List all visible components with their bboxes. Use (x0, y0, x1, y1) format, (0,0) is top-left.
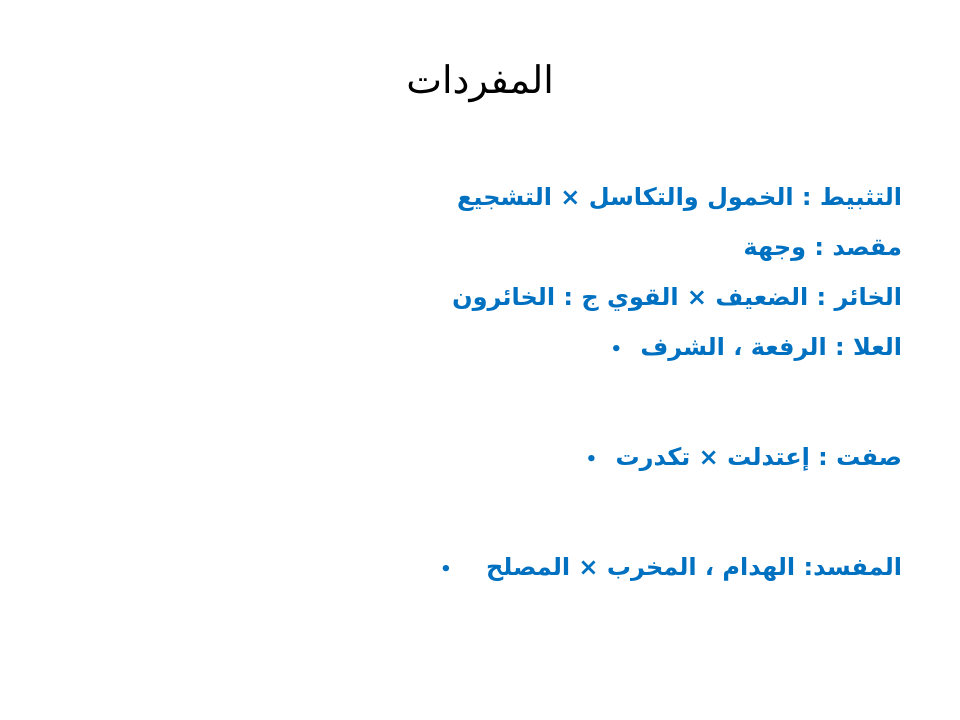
vocab-line (202, 542, 902, 592)
bullet-icon: • (440, 559, 452, 580)
vocab-text: صفت : إعتدلت × تكدرت (615, 443, 902, 471)
vocab-text: الخائر : الضعيف × القوي ج : الخائرون (452, 283, 902, 311)
vocabulary-list (202, 172, 902, 592)
vocab-line (202, 272, 902, 322)
slide-title: المفردات (406, 58, 554, 102)
vocab-line (202, 322, 902, 372)
vocab-text: العلا : الرفعة ، الشرف (640, 333, 902, 361)
vocab-text: المفسد: الهدام ، المخرب × المصلح (486, 553, 902, 581)
vocab-line (202, 432, 902, 482)
vocab-line (202, 222, 902, 272)
bullet-icon: • (585, 449, 598, 470)
bullet-icon: • (610, 339, 623, 360)
vocab-line (202, 172, 902, 222)
vocab-text: مقصد : وجهة (743, 233, 902, 261)
vocab-text: التثبيط : الخمول والتكاسل × التشجيع (457, 183, 902, 211)
